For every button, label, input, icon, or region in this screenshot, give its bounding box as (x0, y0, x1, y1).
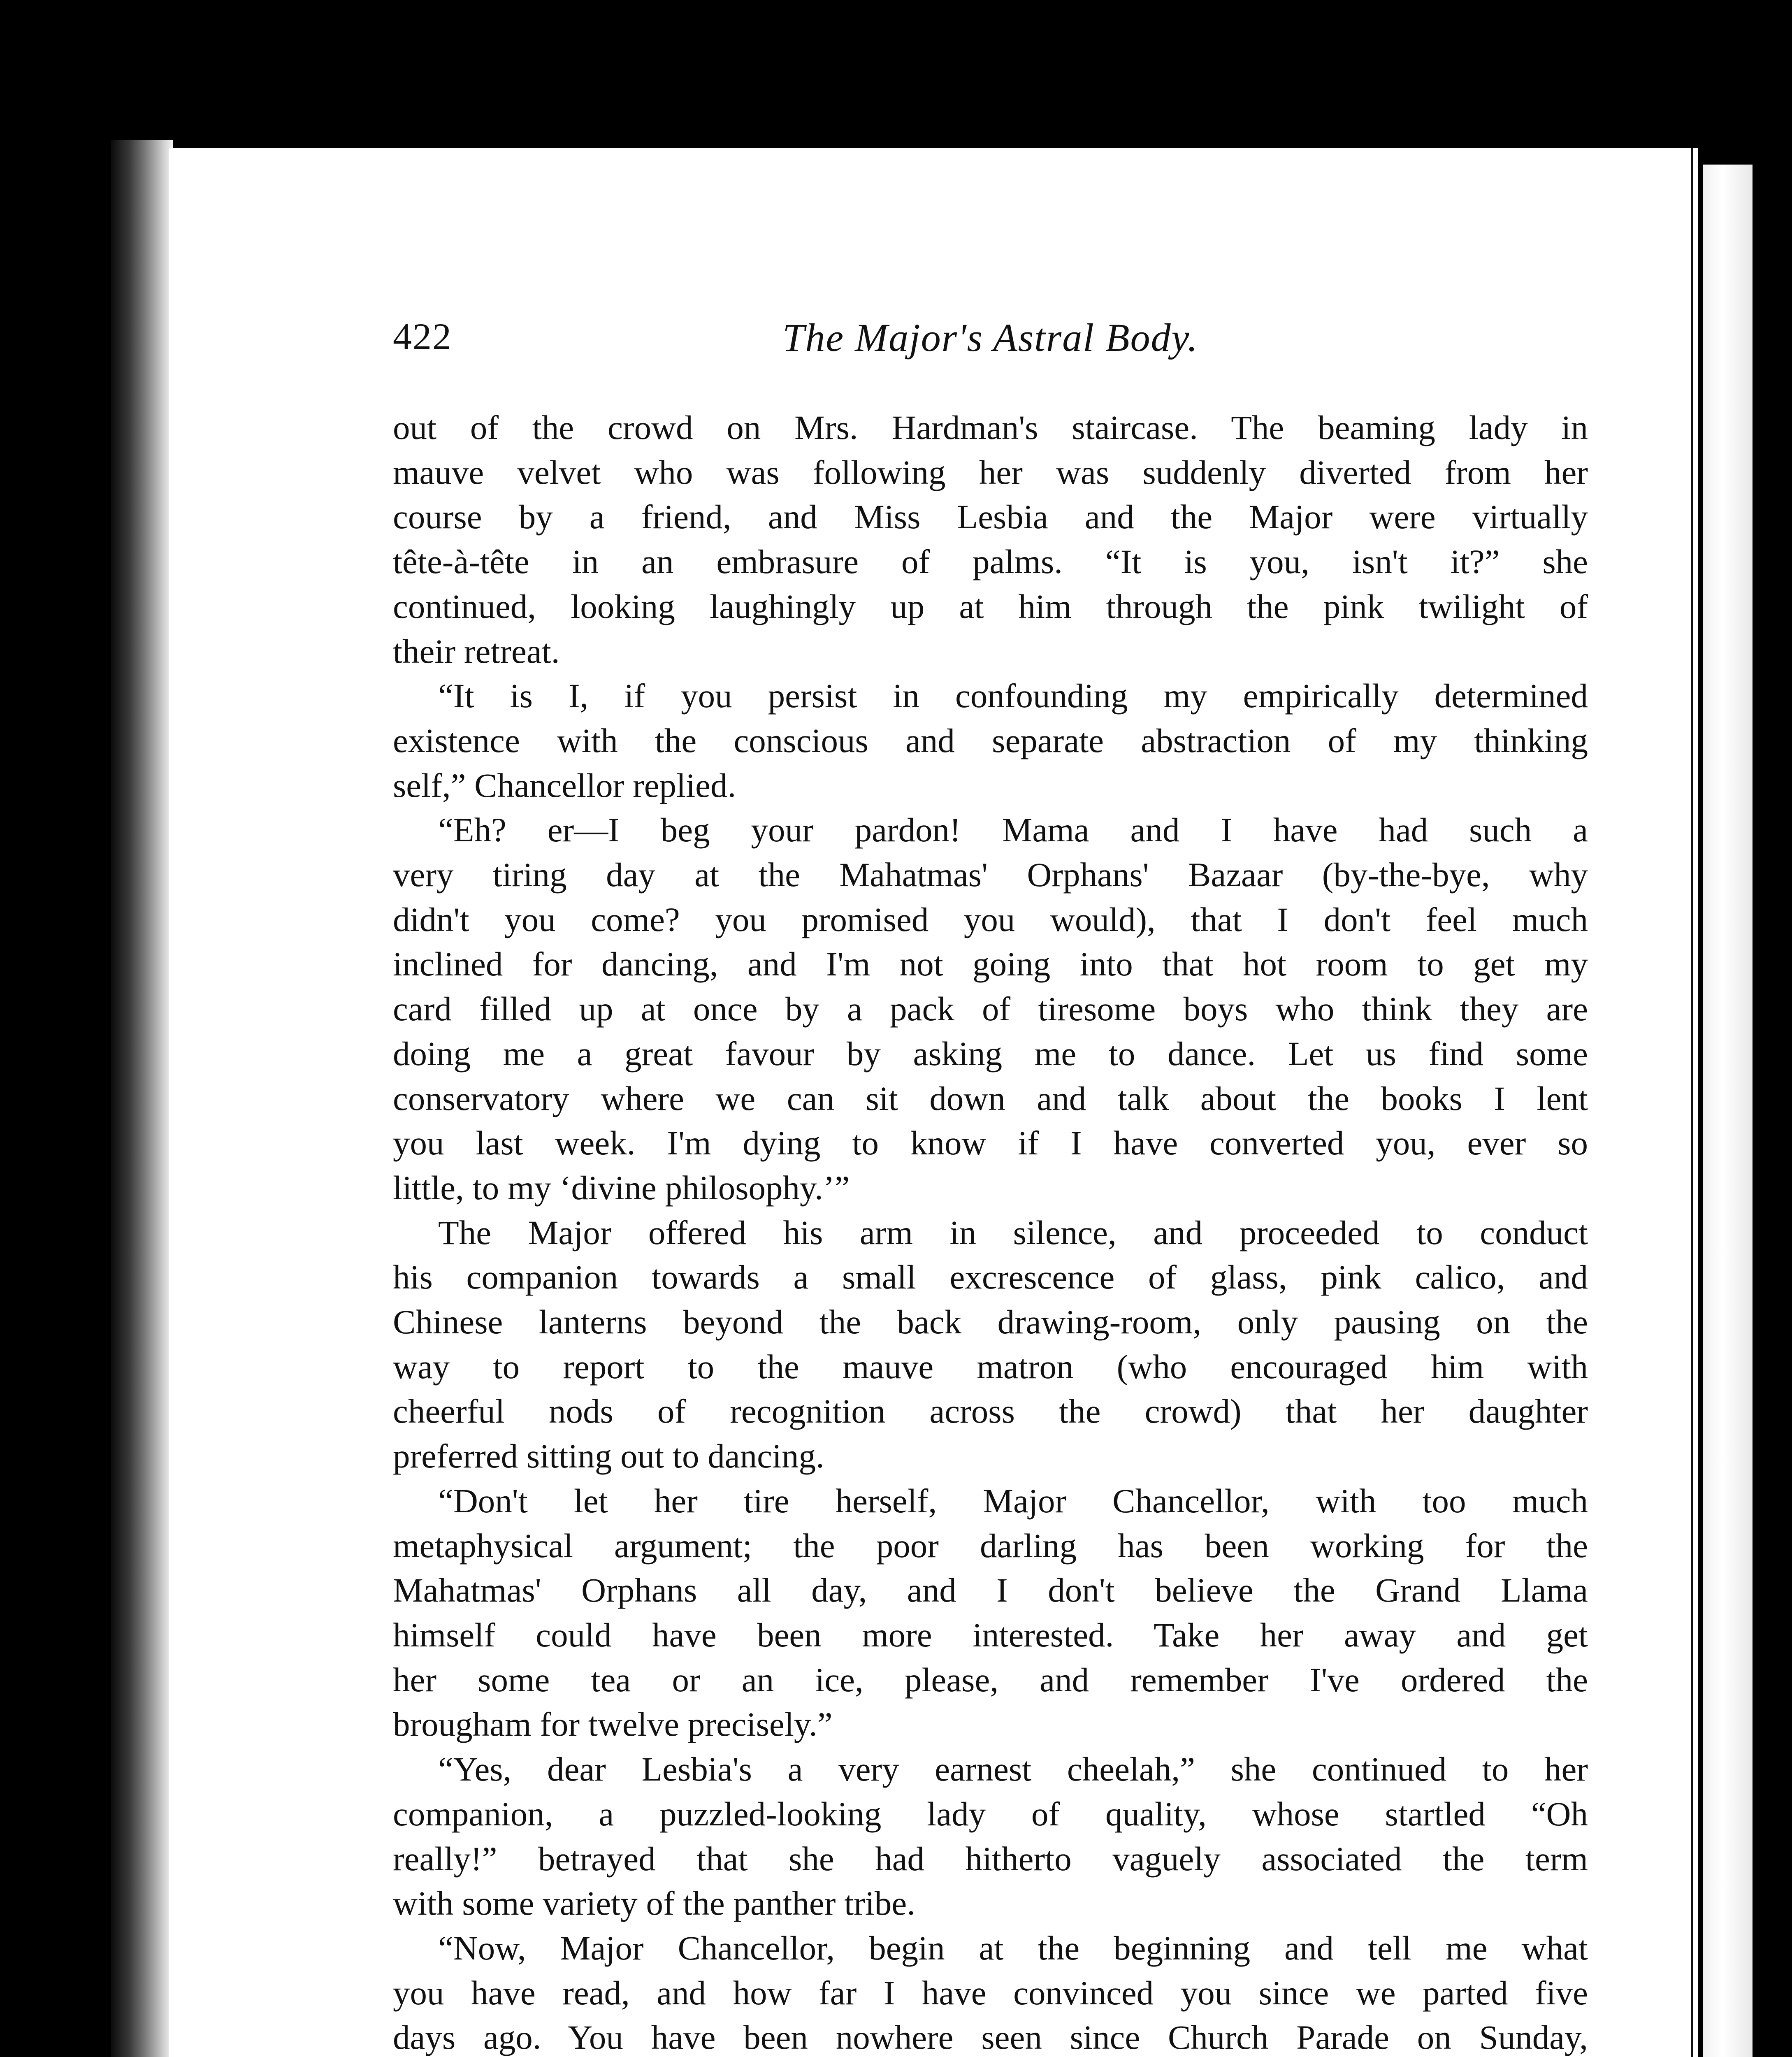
text-line: “Yes, dear Lesbia's a very earnest cheelah,” she continued to her (438, 1750, 1588, 1788)
text-line: Chinese lanterns beyond the back drawing-room, only pausing on the (393, 1303, 1588, 1341)
page-header (393, 315, 1588, 360)
text-line: conservatory where we can sit down and talk about the books I lent (393, 1079, 1588, 1117)
text-line: metaphysical argument; the poor darling has been working for the (393, 1526, 1588, 1565)
text-line: brougham for twelve precisely.” (393, 1705, 833, 1744)
text-line: course by a friend, and Miss Lesbia and the Major were virtually (393, 498, 1588, 536)
text-line: his companion towards a small excrescence of glass, pink calico, and (393, 1258, 1588, 1296)
text-line: continued, looking laughingly up at him through the pink twilight of (393, 587, 1588, 625)
text-line: “Eh? er—I beg your pardon! Mama and I have had such a (438, 811, 1588, 849)
text-line: really!” betrayed that she had hitherto vaguely associated the term (393, 1839, 1588, 1878)
text-line: their retreat. (393, 632, 560, 670)
text-line: doing me a great favour by asking me to dance. Let us find some (393, 1034, 1588, 1073)
text-line: tête-à-tête in an embrasure of palms. “It is you, isn't it?” she (393, 543, 1588, 581)
text-line: “Don't let her tire herself, Major Chancellor, with too much (438, 1481, 1588, 1520)
running-title: The Major's Astral Body. (782, 316, 1198, 360)
text-line: little, to my ‘divine philosophy.’” (393, 1168, 850, 1207)
text-line: very tiring day at the Mahatmas' Orphans' Bazaar (by-the-bye, why (393, 856, 1588, 894)
text-line: “Now, Major Chancellor, begin at the beginning and tell me what (438, 1929, 1588, 1967)
text-line: preferred sitting out to dancing. (393, 1437, 824, 1475)
text-line: himself could have been more interested. Take her away and get (393, 1616, 1588, 1654)
text-line: companion, a puzzled-looking lady of quality, whose startled “Oh (393, 1795, 1588, 1833)
text-line: out of the crowd on Mrs. Hardman's staircase. The beaming lady in (393, 409, 1588, 446)
text-line: way to report to the mauve matron (who encouraged him with (393, 1347, 1588, 1386)
page-right-edge (1691, 148, 1698, 2057)
text-line: didn't you come? you promised you would), that I don't feel much (393, 900, 1588, 938)
next-page-edge (1703, 165, 1753, 2057)
body-text (393, 405, 1588, 2057)
text-line: self,” Chancellor replied. (393, 766, 736, 804)
text-line: you have read, and how far I have convinced you since we parted five (393, 1973, 1588, 2012)
text-line: cheerful nods of recognition across the crowd) that her daughter (393, 1392, 1588, 1430)
text-line: with some variety of the panther tribe. (393, 1884, 915, 1922)
text-line: card filled up at once by a pack of tiresome boys who think they are (393, 990, 1588, 1028)
text-line: her some tea or an ice, please, and remember I've ordered the (393, 1660, 1588, 1699)
text-line: The Major offered his arm in silence, and proceeded to conduct (438, 1213, 1588, 1251)
text-line: existence with the conscious and separate abstraction of my thinking (393, 721, 1588, 759)
text-line: inclined for dancing, and I'm not going into that hot room to get my (393, 945, 1588, 983)
text-line: mauve velvet who was following her was suddenly diverted from her (393, 453, 1588, 491)
text-line: you last week. I'm dying to know if I have converted you, ever so (393, 1124, 1588, 1162)
page-number: 422 (393, 316, 452, 358)
text-line: Mahatmas' Orphans all day, and I don't believe the Grand Llama (393, 1571, 1588, 1609)
text-line: days ago. You have been nowhere seen since Church Parade on Sunday, (393, 2018, 1588, 2057)
text-line: “It is I, if you persist in confounding my empirically determined (438, 677, 1588, 715)
binding-gutter-shadow (111, 140, 173, 2057)
